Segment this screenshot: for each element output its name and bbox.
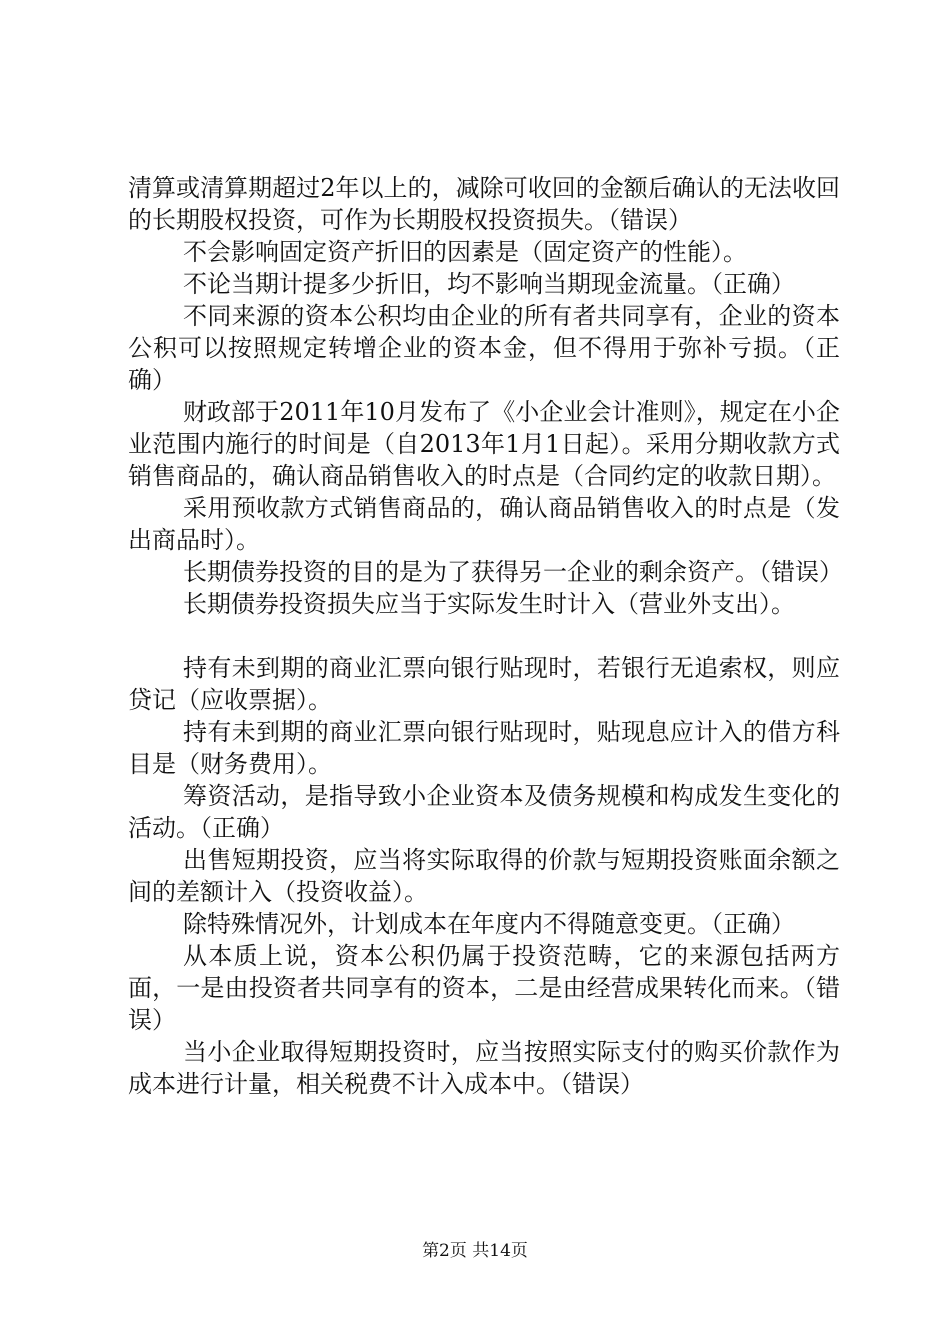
paragraph-11: 筹资活动，是指导致小企业资本及债务规模和构成发生变化的活动。（正确） [128, 782, 840, 842]
paragraph-9: 持有未到期的商业汇票向银行贴现时，若银行无追索权，则应贷记（应收票据）。 [128, 654, 840, 714]
paragraph-3: 不论当期计提多少折旧，均不影响当期现金流量。（正确） [183, 270, 795, 298]
paragraph-2: 不会影响固定资产折旧的因素是（固定资产的性能）。 [183, 238, 747, 266]
paragraph-5: 财政部于2011年10月发布了《小企业会计准则》，规定在小企业范围内施行的时间是（自2013年1月1日起）。采用分期收款方式销售商品的，确认商品销售收入的时点是（合同约定的收款日期）。 [128, 398, 840, 490]
paragraph-gap [128, 620, 840, 652]
paragraph-14: 从本质上说，资本公积仍属于投资范畴，它的来源包括两方面，一是由投资者共同享有的资本，二是由经营成果转化而来。（错误） [128, 942, 840, 1034]
paragraph-10: 持有未到期的商业汇票向银行贴现时，贴现息应计入的借方科目是（财务费用）。 [128, 718, 840, 778]
page-number-label: 第2页 共14页 [422, 1241, 528, 1261]
paragraph-13: 除特殊情况外，计划成本在年度内不得随意变更。（正确） [183, 910, 795, 938]
paragraph-15: 当小企业取得短期投资时，应当按照实际支付的购买价款作为成本进行计量，相关税费不计入成本中。（错误） [128, 1038, 840, 1098]
paragraph-4: 不同来源的资本公积均由企业的所有者共同享有，企业的资本公积可以按照规定转增企业的资本金，但不得用于弥补亏损。（正确） [128, 302, 840, 394]
paragraph-12: 出售短期投资，应当将实际取得的价款与短期投资账面余额之间的差额计入（投资收益）。 [128, 846, 840, 906]
paragraph-7: 长期债券投资的目的是为了获得另一企业的剩余资产。（错误） [183, 558, 843, 586]
document-body [128, 172, 843, 1100]
page-footer [0, 1240, 950, 1262]
paragraph-8: 长期债券投资损失应当于实际发生时计入（营业外支出）。 [183, 590, 795, 618]
paragraph-1: 清算或清算期超过2年以上的，减除可收回的金额后确认的无法收回的长期股权投资，可作为长期股权投资损失。（错误） [128, 174, 840, 234]
paragraph-6: 采用预收款方式销售商品的，确认商品销售收入的时点是（发出商品时）。 [128, 494, 840, 554]
